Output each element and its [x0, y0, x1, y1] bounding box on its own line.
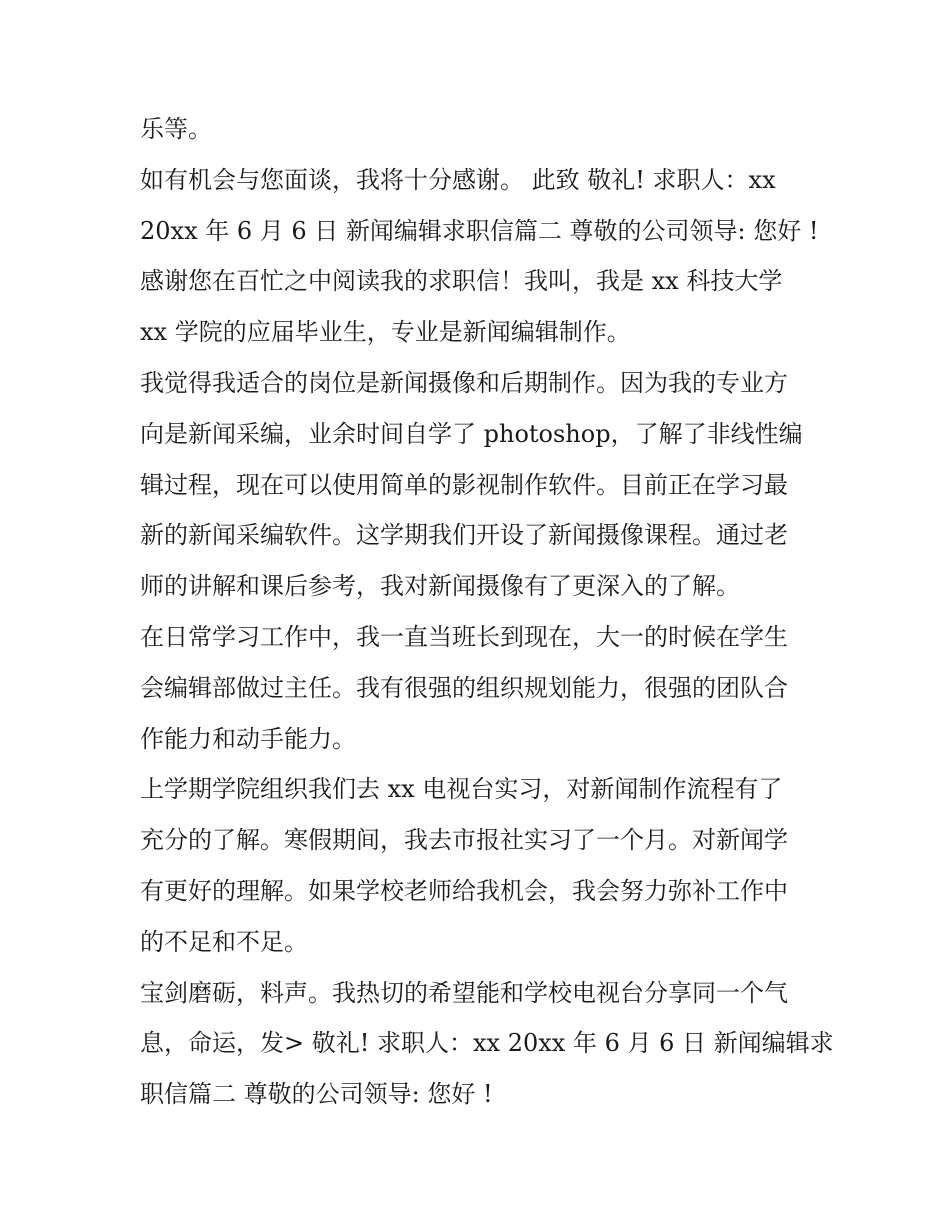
text-line: 如有机会与您面谈，我将十分感谢。 此致 敬礼! 求职人：xx [140, 165, 776, 194]
text-line: 会编辑部做过主任。我有很强的组织规划能力，很强的团队合 [140, 673, 788, 702]
text-line: 感谢您在百忙之中阅读我的求职信！我叫，我是 xx 科技大学 [140, 267, 783, 296]
letter-body [140, 104, 834, 1120]
text-line: 乐等。 [140, 115, 212, 143]
text-line: 辑过程，现在可以使用简单的影视制作软件。目前正在学习最 [140, 470, 788, 499]
text-line: 向是新闻采编，业余时间自学了 photoshop，了解了非线性编 [140, 419, 803, 448]
text-line: 作能力和动手能力。 [140, 724, 356, 753]
text-line: 职信篇二 尊敬的公司领导: 您好 ! [140, 1080, 493, 1109]
text-line: 充分的了解。寒假期间，我去市报社实习了一个月。对新闻学 [140, 826, 788, 855]
text-line: 的不足和不足。 [140, 927, 308, 956]
text-line: 在日常学习工作中，我一直当班长到现在，大一的时候在学生 [140, 622, 788, 651]
text-line: 20xx 年 6 月 6 日 新闻编辑求职信篇二 尊敬的公司领导: 您好 ! [140, 216, 819, 245]
text-line: 我觉得我适合的岗位是新闻摄像和后期制作。因为我的专业方 [140, 368, 788, 397]
text-line: 师的讲解和课后参考，我对新闻摄像有了更深入的了解。 [140, 572, 740, 601]
text-line: 宝剑磨砺，料声。我热切的希望能和学校电视台分享同一个气 [140, 978, 788, 1007]
text-line: 有更好的理解。如果学校老师给我机会，我会努力弥补工作中 [140, 876, 788, 905]
text-line: 上学期学院组织我们去 xx 电视台实习，对新闻制作流程有了 [140, 775, 783, 804]
text-line: xx 学院的应届毕业生，专业是新闻编辑制作。 [140, 318, 631, 347]
text-line: 新的新闻采编软件。这学期我们开设了新闻摄像课程。通过老 [140, 521, 788, 550]
text-line: 息，命运，发> 敬礼! 求职人：xx 20xx 年 6 月 6 日 新闻编辑求 [140, 1029, 834, 1058]
